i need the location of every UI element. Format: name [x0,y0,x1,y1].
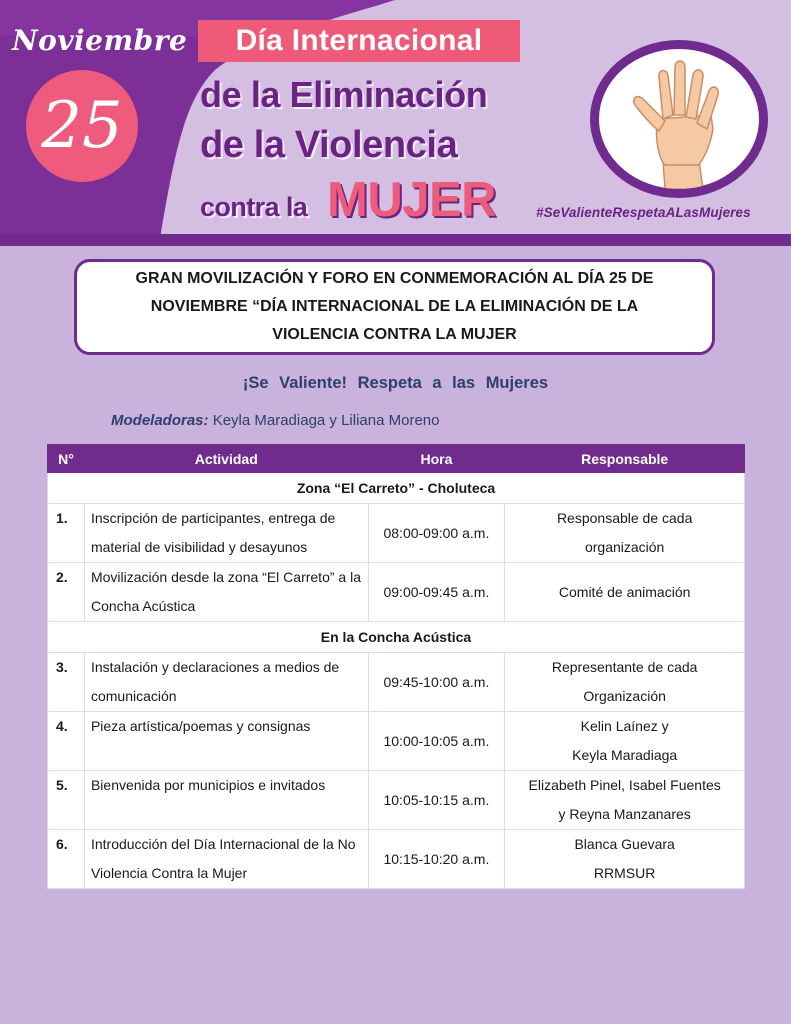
event-title-line-1: GRAN MOVILIZACIÓN Y FORO EN CONMEMORACIÓN AL DÍA 25 DE [135,270,654,287]
row-time: 09:00-09:45 a.m. [368,563,505,622]
row-num: 4. [48,712,85,771]
title-box [198,20,520,62]
row-activity: Movilización desde la zona “El Carreto” a la Concha Acústica [84,563,368,622]
header-activity: Actividad [84,445,368,473]
raised-hand-badge [590,40,768,198]
raised-hand-icon [599,49,759,189]
row-time: 10:15-10:20 a.m. [368,830,505,889]
resp-line-2: y Reyna Manzanares [558,806,691,822]
table-row [48,504,745,563]
zone-label: Zona “El Carreto” - Choluteca [48,473,745,504]
row-time: 09:45-10:00 a.m. [368,653,505,712]
header-time: Hora [368,445,505,473]
day-number: 25 [41,89,123,163]
title-mujer: MUJER [327,173,497,227]
event-title-box [74,259,715,355]
header-banner [0,0,791,238]
campaign-hashtag: #SeValienteRespetaALasMujeres [536,205,751,220]
agenda-table [47,444,745,889]
row-num: 5. [48,771,85,830]
row-activity: Introducción del Día Internacional de la No Violencia Contra la Mujer [84,830,368,889]
zone-row [48,622,745,653]
row-responsible [505,653,745,712]
resp-line-1: Blanca Guevara [574,836,675,852]
table-header-row [48,445,745,473]
resp-line-2: Organización [583,688,666,704]
table-row [48,563,745,622]
month-label: Noviembre [12,24,188,57]
row-responsible [505,830,745,889]
title-line-2: de la Violencia [200,124,458,166]
row-responsible [505,712,745,771]
slogan: ¡Se Valiente! Respeta a las Mujeres [242,374,549,392]
row-responsible [505,771,745,830]
row-activity: Pieza artística/poemas y consignas [84,712,368,771]
row-num: 1. [48,504,85,563]
zone-label: En la Concha Acústica [48,622,745,653]
row-time: 08:00-09:00 a.m. [368,504,505,563]
row-responsible [505,504,745,563]
header-divider [0,234,791,246]
row-num: 2. [48,563,85,622]
zone-row [48,473,745,504]
title-box-text: Día Internacional [235,24,483,57]
resp-line-2: Keyla Maradiaga [572,747,678,763]
event-title [112,265,678,349]
event-title-line-2: NOVIEMBRE “DÍA INTERNACIONAL DE LA ELIMINACIÓN DE LA [150,298,639,315]
row-num: 3. [48,653,85,712]
moderators-label: Modeladoras: [111,412,209,429]
table-row [48,830,745,889]
moderators-line [111,412,439,429]
event-title-line-3: VIOLENCIA CONTRA LA MUJER [272,326,517,343]
title-line-3: contra la [200,192,308,222]
header-num: N° [48,445,85,473]
header-responsible: Responsable [505,445,745,473]
resp-line-1: Representante de cada [551,659,698,675]
row-activity: Instalación y declaraciones a medios de comunicación [84,653,368,712]
row-num: 6. [48,830,85,889]
day-badge [26,70,138,182]
moderators-names: Keyla Maradiaga y Liliana Moreno [212,412,440,429]
table-row [48,712,745,771]
resp-line-2: organización [584,539,665,555]
row-activity: Inscripción de participantes, entrega de material de visibilidad y desayunos [84,504,368,563]
row-time: 10:00-10:05 a.m. [368,712,505,771]
table-row [48,771,745,830]
resp-line-1: Kelin Laínez y [580,718,669,734]
row-activity: Bienvenida por municipios e invitados [84,771,368,830]
resp-line-1: Elizabeth Pinel, Isabel Fuentes [528,777,721,793]
row-responsible: Comité de animación [505,563,745,622]
resp-line-2: RRMSUR [593,865,656,881]
title-line-1: de la Eliminación [200,74,488,115]
table-row [48,653,745,712]
row-time: 10:05-10:15 a.m. [368,771,505,830]
resp-line-1: Responsable de cada [556,510,693,526]
